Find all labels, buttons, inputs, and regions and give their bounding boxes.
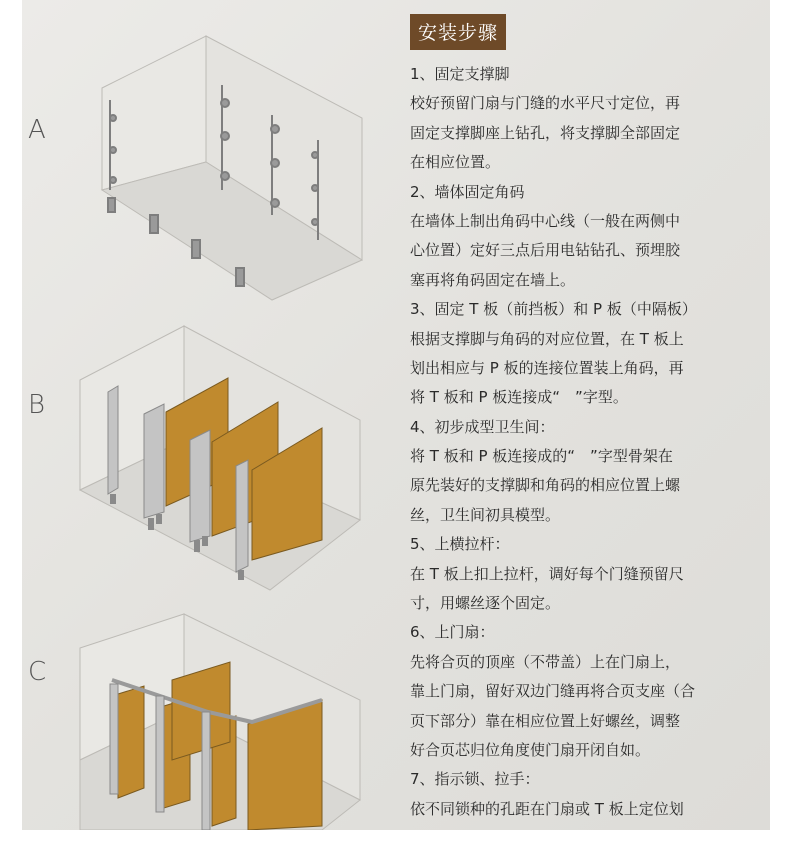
- step-label-b: B: [28, 390, 46, 420]
- instruction-line: 在相应位置。: [410, 153, 501, 172]
- instruction-line: 根据支撑脚与角码的对应位置，在 T 板上: [410, 329, 684, 348]
- instruction-line: 7、指示锁、拉手：: [410, 770, 540, 789]
- instruction-line: 丝，卫生间初具模型。: [410, 505, 561, 524]
- diagram-c-doors: [22, 0, 402, 830]
- instructions-column: [410, 14, 760, 824]
- instruction-line: 心位置）定好三点后用电钻钻孔、预埋胶: [410, 241, 681, 260]
- instruction-line: 页下部分）靠在相应位置上好螺丝，调整: [410, 711, 681, 730]
- instruction-line: 原先装好的支撑脚和角码的相应位置上螺: [410, 476, 681, 495]
- instruction-line: 校好预留门扇与门缝的水平尺寸定位，再: [410, 94, 681, 113]
- instruction-line: 1、固定支撑脚: [410, 65, 510, 83]
- instruction-line: 依不同锁种的孔距在门扇或 T 板上定位划: [410, 799, 684, 818]
- section-title: 安装步骤: [410, 14, 506, 50]
- step-label-c: C: [28, 657, 47, 687]
- instruction-line: 先将合页的顶座（不带盖）上在门扇上，: [410, 652, 681, 671]
- instruction-line: 在墙体上制出角码中心线（一般在两侧中: [410, 211, 681, 230]
- instruction-lines: [410, 60, 760, 824]
- instruction-line: 将 T 板和 P 板连接成“ ”字型。: [410, 388, 628, 407]
- instruction-line: 6、上门扇：: [410, 623, 495, 642]
- instruction-line: 将 T 板和 P 板连接成的“ ”字型骨架在: [410, 447, 673, 466]
- instruction-line: 在 T 板上扣上拉杆，调好每个门缝预留尺: [410, 564, 684, 583]
- instruction-line: 3、固定 T 板（前挡板）和 P 板（中隔板）: [410, 300, 697, 319]
- instruction-line: 4、初步成型卫生间：: [410, 417, 555, 436]
- diagram-c-door-1: [118, 686, 144, 798]
- instruction-line: 5、上横拉杆：: [410, 535, 510, 554]
- instruction-line: 2、墙体固定角码: [410, 182, 525, 201]
- instruction-line: 靠上门扇，留好双边门缝再将合页支座（合: [410, 682, 696, 701]
- instruction-sheet: [22, 0, 770, 830]
- step-label-a: A: [28, 115, 46, 145]
- instruction-line: 好合页芯归位角度使门扇开闭自如。: [410, 740, 651, 759]
- illustration-column: [22, 0, 402, 830]
- instruction-line: 寸，用螺丝逐个固定。: [410, 594, 561, 613]
- instruction-line: 划出相应与 P 板的连接位置装上角码，再: [410, 358, 684, 377]
- instruction-line: 塞再将角码固定在墙上。: [410, 270, 576, 289]
- instruction-line: 固定支撑脚座上钻孔，将支撑脚全部固定: [410, 123, 681, 142]
